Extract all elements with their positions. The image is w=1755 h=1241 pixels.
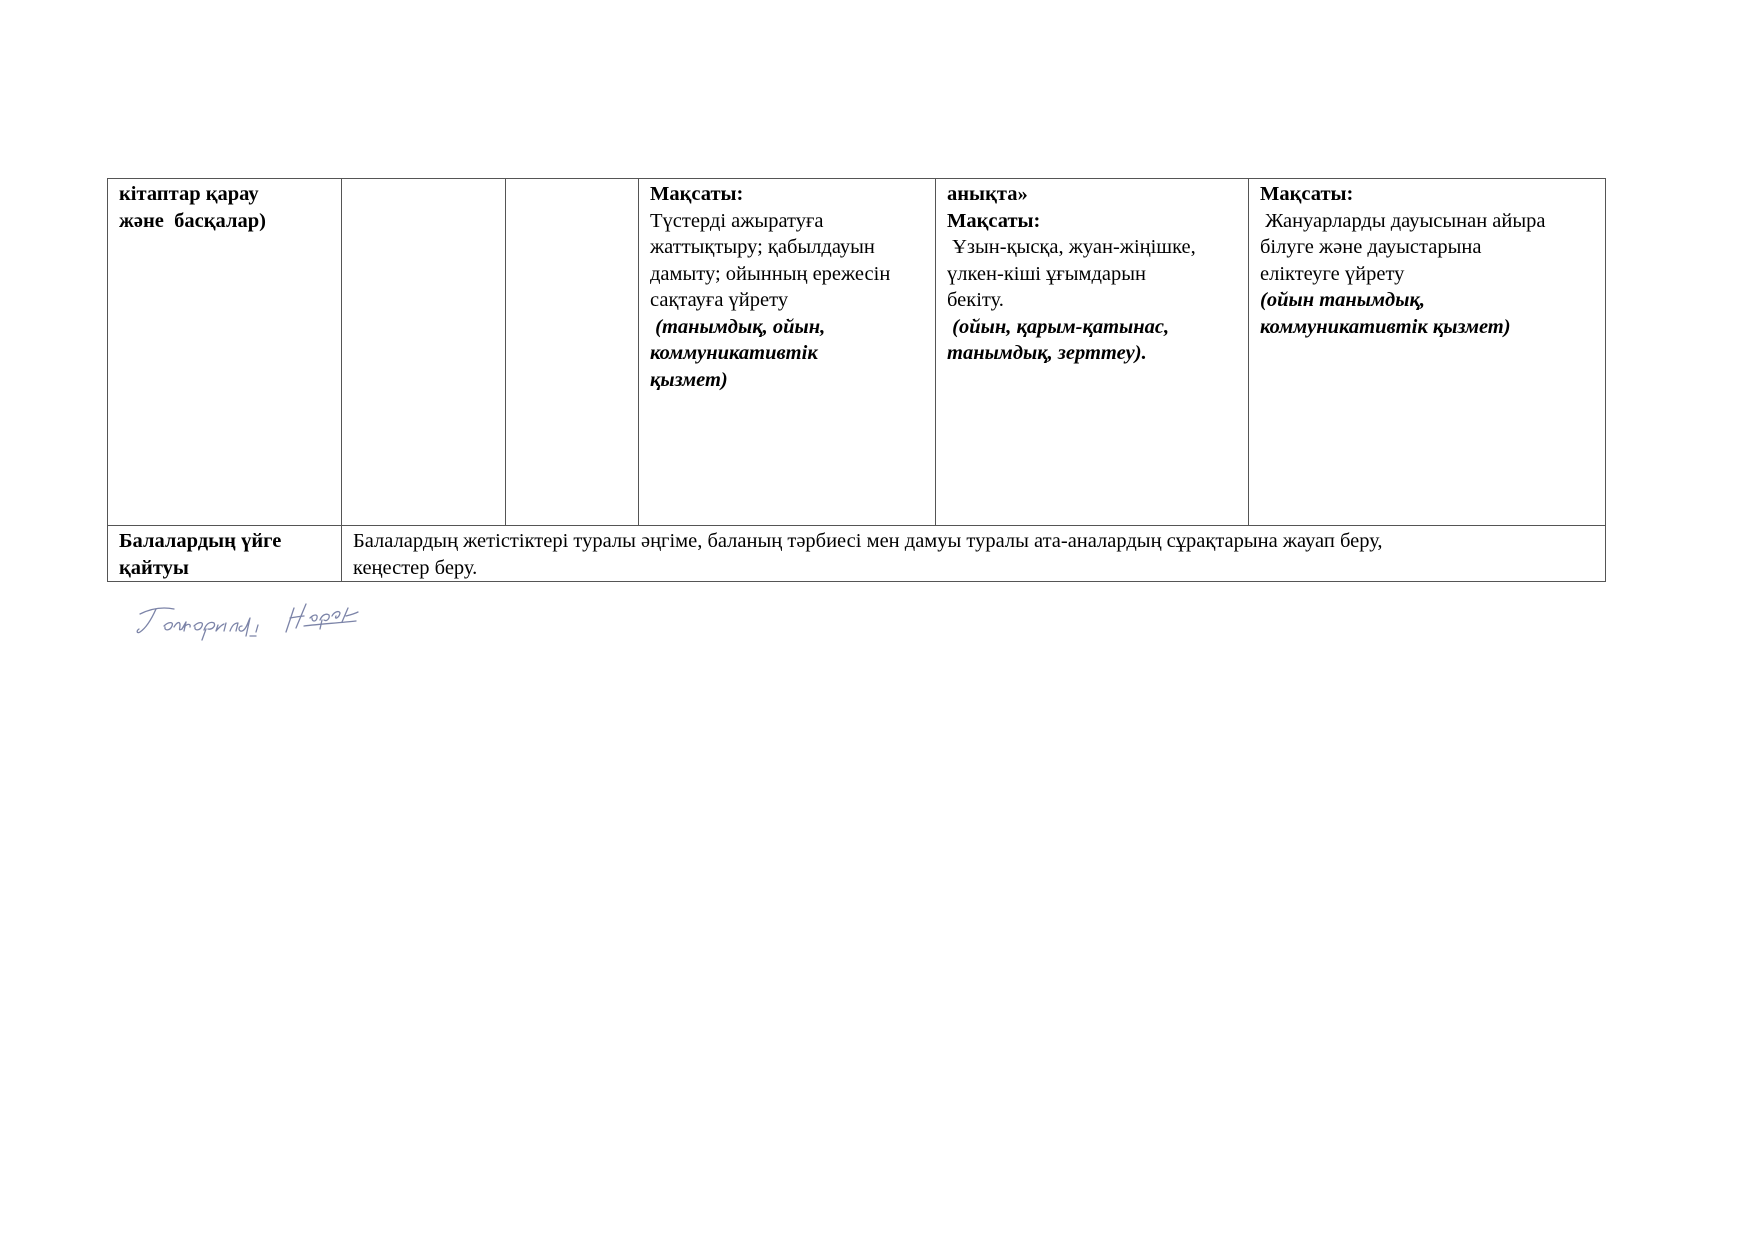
- section-label-cell: [108, 526, 342, 582]
- activity-type-line: қызмет): [650, 368, 728, 391]
- activity-name-line: және басқалар): [119, 209, 266, 232]
- goal-text-line: жаттықтыру; қабылдауын: [650, 236, 875, 258]
- goal-heading: Мақсаты:: [947, 209, 1041, 232]
- plan-table: [107, 178, 1606, 582]
- goal-text-line: еліктеуге үйрету: [1260, 262, 1405, 285]
- goal-text-line: білуге және дауыстарына: [1260, 236, 1482, 258]
- goal-text-line: бекіту.: [947, 289, 1004, 311]
- goal-heading: Мақсаты:: [1260, 183, 1354, 205]
- goal-heading: Мақсаты:: [650, 183, 744, 205]
- activity-type-line: танымдық, зерттеу).: [947, 342, 1147, 364]
- section-label-line: Балалардың үйге: [119, 530, 282, 552]
- activity-type-line: (танымдық, ойын,: [650, 315, 826, 338]
- goal-text-line: дамыту; ойынның ережесін: [650, 262, 891, 285]
- goal-text-line: Ұзын-қысқа, жуан-жіңішке,: [947, 236, 1196, 258]
- activity-type-line: (ойын танымдық,: [1260, 289, 1425, 311]
- signature-graphic: [134, 596, 394, 646]
- goal-text-line: Түстерді ажыратуға: [650, 209, 824, 232]
- activity-type-line: коммуникативтік қызмет): [1260, 315, 1511, 338]
- goal-cell: [1249, 179, 1606, 526]
- empty-cell: [342, 179, 506, 526]
- handwritten-signature: [134, 596, 394, 646]
- goal-text-line: сақтауға үйрету: [650, 289, 789, 311]
- section-content-line: кеңестер беру.: [353, 556, 478, 579]
- goal-text-line: Жануарларды дауысынан айыра: [1260, 209, 1546, 232]
- activity-name-cell: [108, 179, 342, 526]
- goal-cell: [936, 179, 1249, 526]
- section-content-cell: [342, 526, 1606, 582]
- game-title-tail: анықта»: [947, 183, 1028, 205]
- table-row: [108, 526, 1606, 582]
- goal-cell: [639, 179, 936, 526]
- goal-text-line: үлкен-кіші ұғымдарын: [947, 262, 1147, 285]
- activity-type-line: коммуникативтік: [650, 342, 818, 364]
- activity-name-line: кітаптар қарау: [119, 183, 259, 205]
- empty-cell: [506, 179, 639, 526]
- section-label-line: қайтуы: [119, 556, 189, 579]
- section-content-line: Балалардың жетістіктері туралы әңгіме, баланың тәрбиесі мен дамуы туралы ата-аналардың сұрақтарына жауап беру,: [353, 530, 1383, 552]
- table-row: [108, 179, 1606, 526]
- activity-type-line: (ойын, қарым-қатынас,: [947, 315, 1170, 338]
